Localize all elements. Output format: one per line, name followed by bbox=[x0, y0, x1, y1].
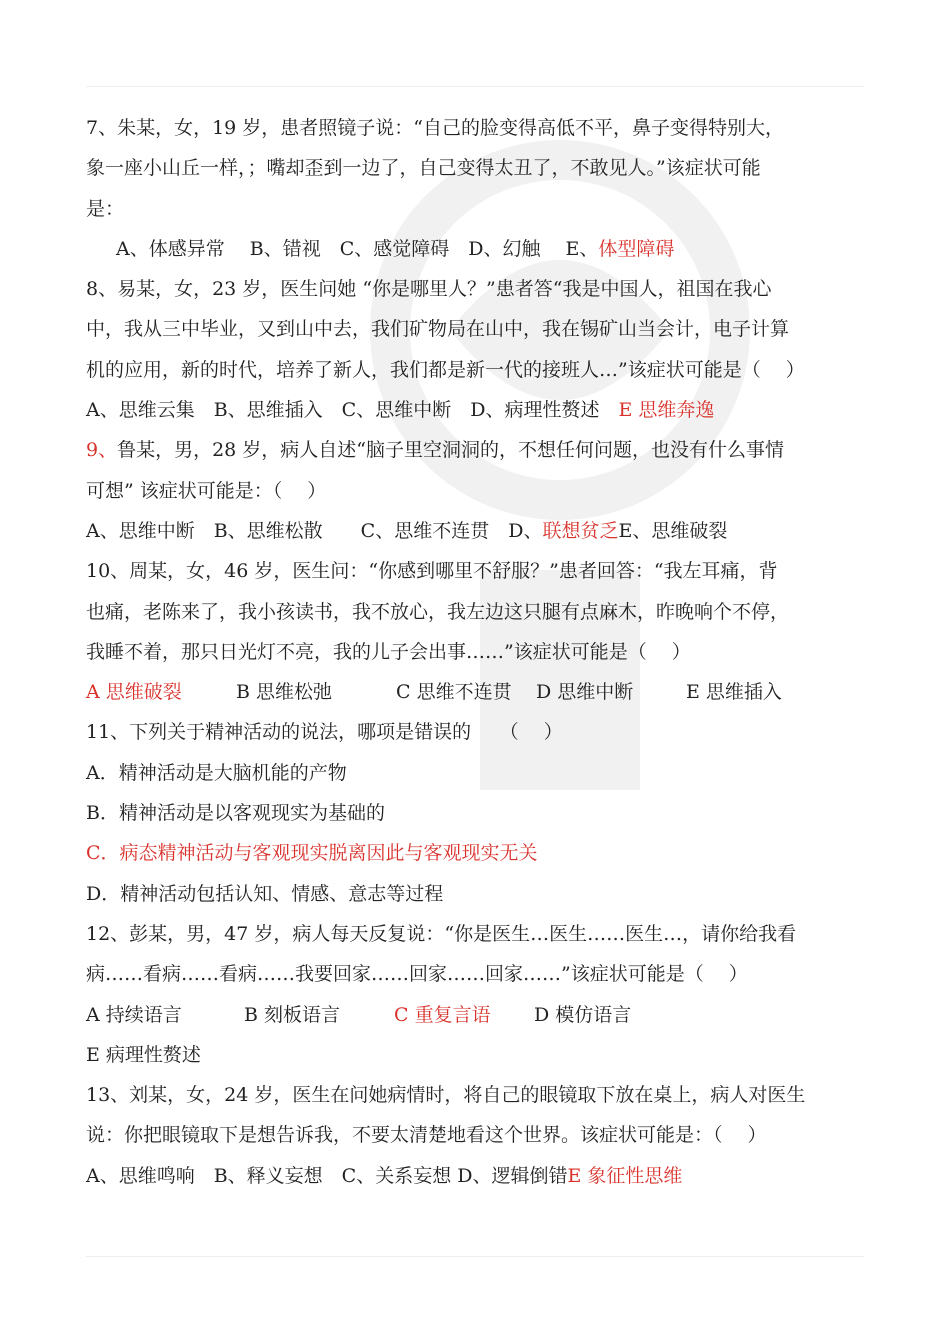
q9-text: 鲁某，男，28 岁，病人自述“脑子里空洞洞的，不想任何问题，也没有什么事情 bbox=[117, 439, 785, 462]
q11-line-1: 11、下列关于精神活动的说法，哪项是错误的 （ ） bbox=[86, 721, 563, 744]
q7-line-3: 是： bbox=[86, 197, 125, 220]
q7-line-2: 象一座小山丘一样，；嘴却歪到一边了，自己变得太丑了，不敢见人。”该症状可能 bbox=[86, 157, 761, 180]
q8-options bbox=[86, 390, 864, 430]
q9-line-1 bbox=[86, 430, 864, 470]
q13-line-1: 13、刘某，女，24 岁，医生在问她病情时，将自己的眼镜取下放在桌上，病人对医生 bbox=[86, 1084, 806, 1107]
q7-options bbox=[86, 229, 864, 269]
q10-line-3: 我睡不着，那只日光灯不亮，我的儿子会出事……”该症状可能是（ ） bbox=[86, 640, 691, 663]
q9-number: 9、 bbox=[86, 439, 118, 462]
q9-line-2: 可想” 该症状可能是：（ ） bbox=[86, 479, 327, 502]
q10-option-b: B 思维松弛 bbox=[236, 681, 333, 704]
q8-line-2: 中，我从三中毕业，又到山中去，我们矿物局在山中，我在锡矿山当会计，电子计算 bbox=[86, 318, 790, 341]
q10-option-e: E 思维插入 bbox=[686, 681, 782, 704]
top-rule bbox=[86, 86, 864, 87]
q7-line-1: 7、朱某，女，19 岁，患者照镜子说：“自己的脸变得高低不平，鼻子变得特别大， bbox=[86, 117, 785, 139]
q12-option-b: B 刻板语言 bbox=[244, 1003, 341, 1026]
bottom-rule bbox=[86, 1256, 864, 1257]
q13-options-plain: A、思维鸣响 B、释义妄想 C、关系妄想 D、逻辑倒错 bbox=[86, 1164, 568, 1187]
q13-line-2: 说：你把眼镜取下是想告诉我，不要太清楚地看这个世界。该症状可能是：（ ） bbox=[86, 1124, 767, 1147]
q11-option-d: D．精神活动包括认知、情感、意志等过程 bbox=[86, 882, 444, 905]
q7-options-plain: A、体感异常 B、错视 C、感觉障碍 D、幻触 E、 bbox=[116, 237, 599, 260]
q8-options-plain: A、思维云集 B、思维插入 C、思维中断 D、病理性赘述 bbox=[86, 399, 619, 422]
q9-options-b: E、思维破裂 bbox=[618, 519, 728, 542]
q7-answer: 体型障碍 bbox=[598, 237, 675, 260]
q10-option-d: D 思维中断 bbox=[536, 681, 634, 704]
q9-answer: 联想贫乏 bbox=[542, 519, 619, 542]
q10-option-c: C 思维不连贯 bbox=[396, 681, 512, 704]
q12-options bbox=[86, 995, 864, 1035]
q10-line-2: 也痛，老陈来了，我小孩读书，我不放心，我左边这只腿有点麻木，昨晚响个不停， bbox=[86, 600, 790, 623]
q12-option-a: A 持续语言 bbox=[86, 1003, 182, 1026]
q8-line-3: 机的应用，新的时代，培养了新人，我们都是新一代的接班人…”该症状可能是（ ） bbox=[86, 358, 805, 381]
q13-answer: E 象征性思维 bbox=[567, 1164, 683, 1187]
q13-options bbox=[86, 1156, 864, 1196]
q8-answer: E 思维奔逸 bbox=[618, 399, 715, 422]
q12-line-2: 病……看病……看病……我要回家……回家……回家……”该症状可能是（ ） bbox=[86, 963, 748, 986]
q8-line-1: 8、易某，女，23 岁，医生问她 “你是哪里人？”患者答“我是中国人，祖国在我心 bbox=[86, 278, 772, 301]
q12-line-1: 12、彭某，男，47 岁，病人每天反复说：“你是医生…医生……医生…，请你给我看 bbox=[86, 922, 797, 945]
q11-option-a: A．精神活动是大脑机能的产物 bbox=[86, 761, 347, 784]
q11-answer: C．病态精神活动与客观现实脱离因此与客观现实无关 bbox=[86, 842, 538, 865]
q12-option-e: E 病理性赘述 bbox=[86, 1043, 201, 1066]
q10-options bbox=[86, 672, 864, 712]
question-sheet bbox=[86, 108, 864, 1196]
q9-options-a: A、思维中断 B、思维松散 C、思维不连贯 D、 bbox=[86, 519, 543, 542]
q9-options bbox=[86, 511, 864, 551]
q11-option-b: B．精神活动是以客观现实为基础的 bbox=[86, 802, 385, 825]
q10-answer: A 思维破裂 bbox=[86, 681, 182, 704]
q12-option-d: D 模仿语言 bbox=[534, 1003, 632, 1026]
q12-answer: C 重复言语 bbox=[394, 1003, 491, 1026]
q10-line-1: 10、周某，女，46 岁，医生问：“你感到哪里不舒服？”患者回答：“我左耳痛，背 bbox=[86, 560, 778, 583]
